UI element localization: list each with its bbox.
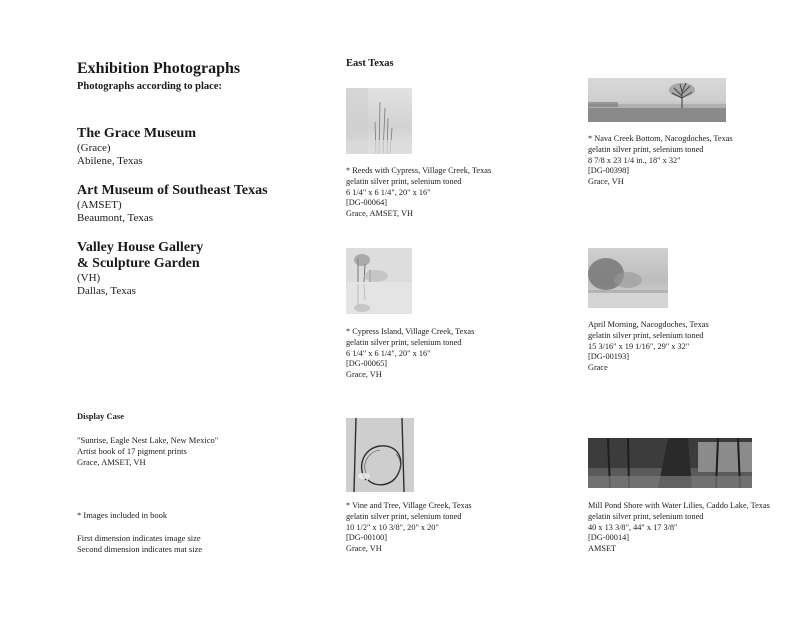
photo-size: 6 1/4" x 6 1/4", 20" x 16" [346, 187, 431, 197]
dimension-notes [77, 533, 202, 555]
photo-caption-reeds-with-cypress [346, 166, 491, 220]
photo-size: 8 7/8 x 23 1/4 in., 18" x 32" [588, 155, 681, 165]
photo-mill-pond-shore [588, 438, 752, 488]
photo-venues: AMSET [588, 544, 617, 554]
photo-venues: Grace, VH [346, 370, 382, 380]
photo-title: * Cypress Island, Village Creek, Texas [346, 327, 475, 336]
photo-caption-vine-and-tree [346, 501, 472, 555]
photo-id: [DG-00065] [346, 359, 388, 369]
display-case-line: "Sunrise, Eagle Nest Lake, New Mexico" [77, 435, 219, 445]
dimension-note: First dimension indicates image size [77, 533, 201, 543]
photo-venues: Grace, VH [346, 544, 382, 554]
photo-venues: Grace [588, 363, 608, 373]
photo-venues: Grace, AMSET, VH [346, 209, 413, 219]
photo-caption-mill-pond-shore [588, 501, 770, 555]
asterisk-note: * Images included in book [77, 510, 168, 520]
venue-abbr: (AMSET) [77, 199, 122, 211]
venue-amset [77, 183, 268, 225]
venue-grace [77, 126, 196, 168]
section-heading: East Texas [346, 58, 394, 69]
photo-title: * Nava Creek Bottom, Nacogdoches, Texas [588, 134, 733, 143]
photo-title: * Vine and Tree, Village Creek, Texas [346, 501, 472, 510]
page-subtitle: Photographs according to place: [77, 81, 222, 92]
photo-caption-cypress-island [346, 327, 474, 381]
photo-cypress-island [346, 248, 412, 314]
venue-name-line1: Valley House Gallery [77, 240, 204, 255]
photo-caption-nava-creek-bottom [588, 134, 733, 188]
photo-medium: gelatin silver print, selenium toned [588, 511, 704, 521]
photo-venues: Grace, VH [588, 177, 624, 187]
venue-city: Abilene, Texas [77, 155, 143, 167]
photo-title: Mill Pond Shore with Water Lilies, Caddo Lake, Texas [588, 501, 770, 510]
venue-city: Beaumont, Texas [77, 212, 154, 224]
photo-caption-april-morning [588, 320, 709, 374]
photo-size: 10 1/2" x 10 3/8", 20" x 20" [346, 522, 439, 532]
display-case-line: Grace, AMSET, VH [77, 457, 146, 467]
photo-size: 15 3/16" x 19 1/16", 29" x 32" [588, 341, 690, 351]
photo-medium: gelatin silver print, selenium toned [346, 511, 462, 521]
dimension-note: Second dimension indicates mat size [77, 544, 203, 554]
photo-id: [DG-00398] [588, 166, 630, 176]
photo-reeds-with-cypress [346, 88, 412, 154]
display-case-details [77, 435, 218, 468]
photo-id: [DG-00064] [346, 198, 388, 208]
photo-medium: gelatin silver print, selenium toned [588, 330, 704, 340]
photo-medium: gelatin silver print, selenium toned [346, 337, 462, 347]
venue-vh [77, 240, 203, 298]
photo-nava-creek-bottom [588, 78, 726, 122]
photo-size: 40 x 13 3/8", 44" x 17 3/8" [588, 522, 678, 532]
photo-title: * Reeds with Cypress, Village Creek, Texas [346, 166, 492, 175]
venue-name-line2: & Sculpture Garden [77, 256, 200, 271]
display-case-heading: Display Case [77, 411, 124, 421]
venue-abbr: (Grace) [77, 142, 111, 154]
photo-id: [DG-00014] [588, 533, 630, 543]
photo-april-morning [588, 248, 668, 308]
display-case-line: Artist book of 17 pigment prints [77, 446, 187, 456]
photo-size: 6 1/4" x 6 1/4", 20" x 16" [346, 348, 431, 358]
photo-medium: gelatin silver print, selenium toned [346, 176, 462, 186]
venue-name: Art Museum of Southeast Texas [77, 183, 268, 198]
page-title: Exhibition Photographs [77, 60, 241, 77]
photo-id: [DG-00100] [346, 533, 388, 543]
venue-name: The Grace Museum [77, 126, 196, 141]
venue-city: Dallas, Texas [77, 285, 136, 297]
photo-id: [DG-00193] [588, 352, 630, 362]
photo-vine-and-tree [346, 418, 414, 492]
venue-abbr: (VH) [77, 272, 101, 284]
photo-title: April Morning, Nacogdoches, Texas [588, 320, 709, 329]
photo-medium: gelatin silver print, selenium toned [588, 144, 704, 154]
